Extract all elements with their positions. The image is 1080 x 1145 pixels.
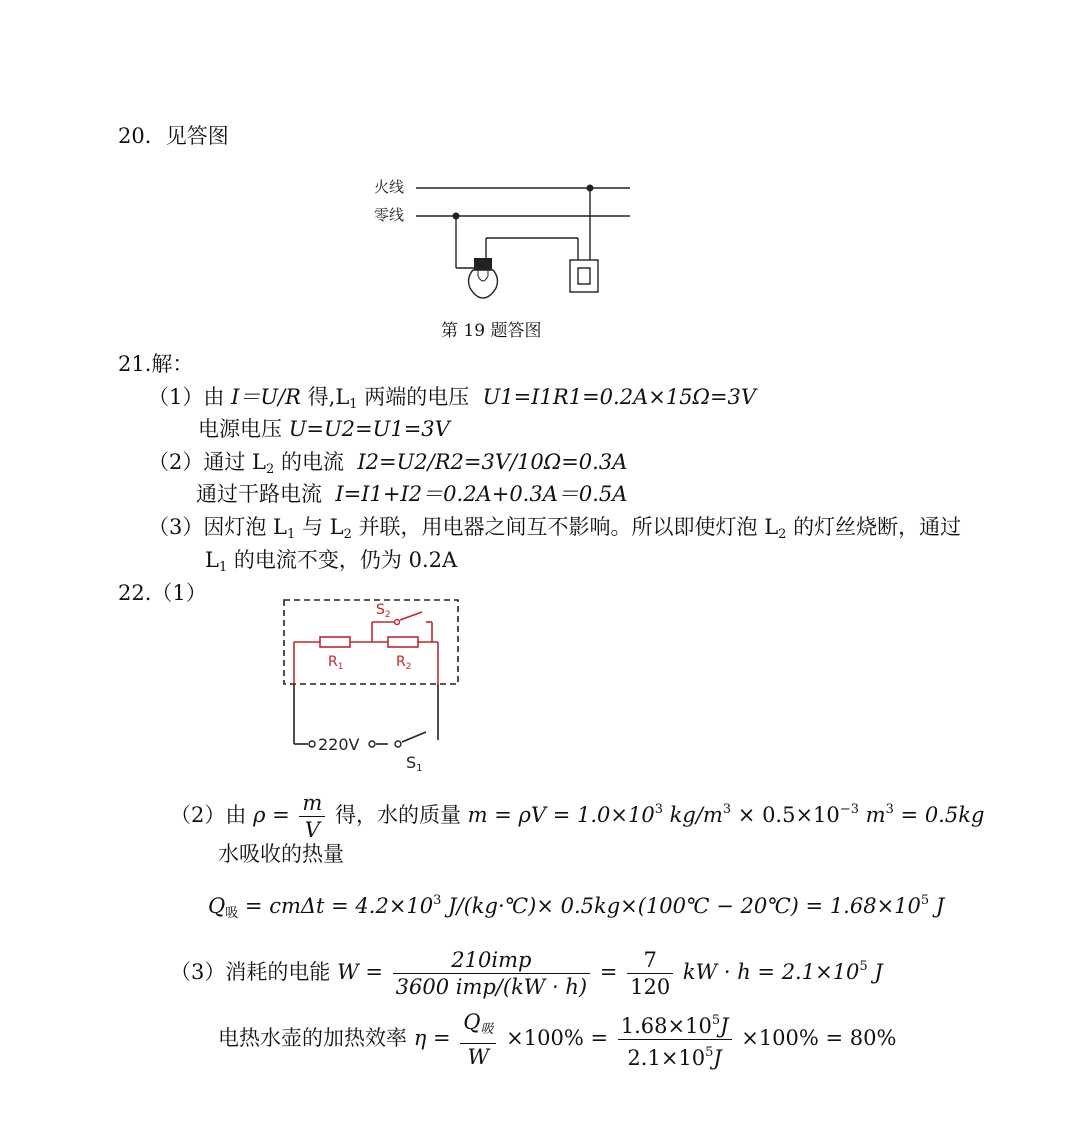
efficiency-fraction: $\frac{Q_吸}{W}$ — [460, 1009, 496, 1070]
q22-part3: （3）消耗的电能 W = $\frac{\text{210imp}}{\text{3600 imp/(kW · h)}}$ = $\frac{7}{120}$ kW · $h = 2.1\times 10^5$ J — [170, 948, 883, 999]
heater-wires — [294, 612, 438, 684]
q21-part3: （3）因灯泡 $L_1$ 与 $L_2$ 并联，用电器之间互不影响。所以即使灯泡 $L_2$ 的灯丝烧断，通过 — [148, 515, 962, 542]
q22-heat-equation: $Q_吸 = cm\Delta t = 4.2\times 10^3$ J/(kg·℃)× 0.5kg×(100℃ − 20℃) = $1.68\times 10^5$ J — [208, 893, 945, 921]
s1-label: S1 — [406, 753, 423, 774]
q22-heat-label: 水吸收的热量 — [218, 842, 344, 866]
q22-part2: （2）由 ρ = $\frac{m}{V}$ 得，水的质量 $m = \rho V = 1.0\times 10^3$ $kg/m^3 \times 0.5\times 10^{-3}$ $m^3 = 0.5kg$ — [170, 791, 985, 842]
wires — [416, 188, 630, 268]
socket-icon — [570, 260, 598, 292]
house-wiring-diagram — [370, 170, 640, 310]
energy-fraction: $\frac{\text{210imp}}{\text{3600 imp/(kW · h)}}$ — [393, 947, 591, 1000]
q22-title: 22.（1） — [118, 581, 207, 605]
q21-part3b: $L_1$ 的电流不变，仍为 0.2A — [205, 548, 458, 575]
junction-dot — [587, 185, 594, 192]
q20-title: 20．见答图 — [118, 124, 229, 148]
q21-part1: （1）由 I＝U/R 得$,L_1$ 两端的电压 U1=I1R1=0.2A×15Ω=3V — [148, 385, 757, 412]
r2-label: $R_2$ — [396, 654, 412, 672]
energy-fraction-simplified: $\frac{7}{120}$ — [627, 947, 673, 1000]
q21-part2b: 通过干路电流 I=I1+I2＝0.2A+0.3A＝0.5A — [196, 482, 628, 506]
s2-contact — [395, 620, 400, 625]
q20-caption: 第 19 题答图 — [441, 321, 542, 341]
s1-contact — [395, 741, 401, 747]
q21-title: 21.解： — [118, 352, 194, 376]
efficiency-fraction-values: $\frac{1.68\times 10^5J}{2.1\times 10^5J}$ — [618, 1008, 732, 1071]
q21-part1b: 电源电压 U=U2=U1=3V — [198, 417, 450, 441]
bulb-icon — [469, 258, 498, 298]
live-wire-label: 火线 — [374, 178, 405, 196]
supply-terminal — [369, 741, 375, 747]
r2-resistor — [388, 637, 418, 647]
r1-label: $R_1$ — [328, 654, 344, 672]
r1-resistor — [320, 637, 350, 647]
s2-label: $S_2$ — [376, 602, 391, 620]
junction-dot — [453, 213, 460, 220]
density-fraction: $\frac{m}{V}$ — [299, 790, 325, 843]
supply-wires — [294, 684, 438, 744]
supply-terminal — [309, 741, 315, 747]
neutral-wire-label: 零线 — [374, 206, 405, 224]
q21-part1-equation: U1=I1R1=0.2A×15Ω=3V — [482, 385, 757, 409]
q22-efficiency: 电热水壶的加热效率 η = $\frac{Q_吸}{W}$ ×100% = $\frac{1.68\times 10^5J}{2.1\times 10^5J}$ ×100% = 80% — [218, 1010, 897, 1070]
heater-circuit-diagram — [278, 592, 468, 776]
voltage-label: 220V — [318, 735, 360, 754]
q21-part2: （2）通过 $L_2$ 的电流 I2=U2/R2=3V/10Ω=0.3A — [148, 450, 628, 477]
